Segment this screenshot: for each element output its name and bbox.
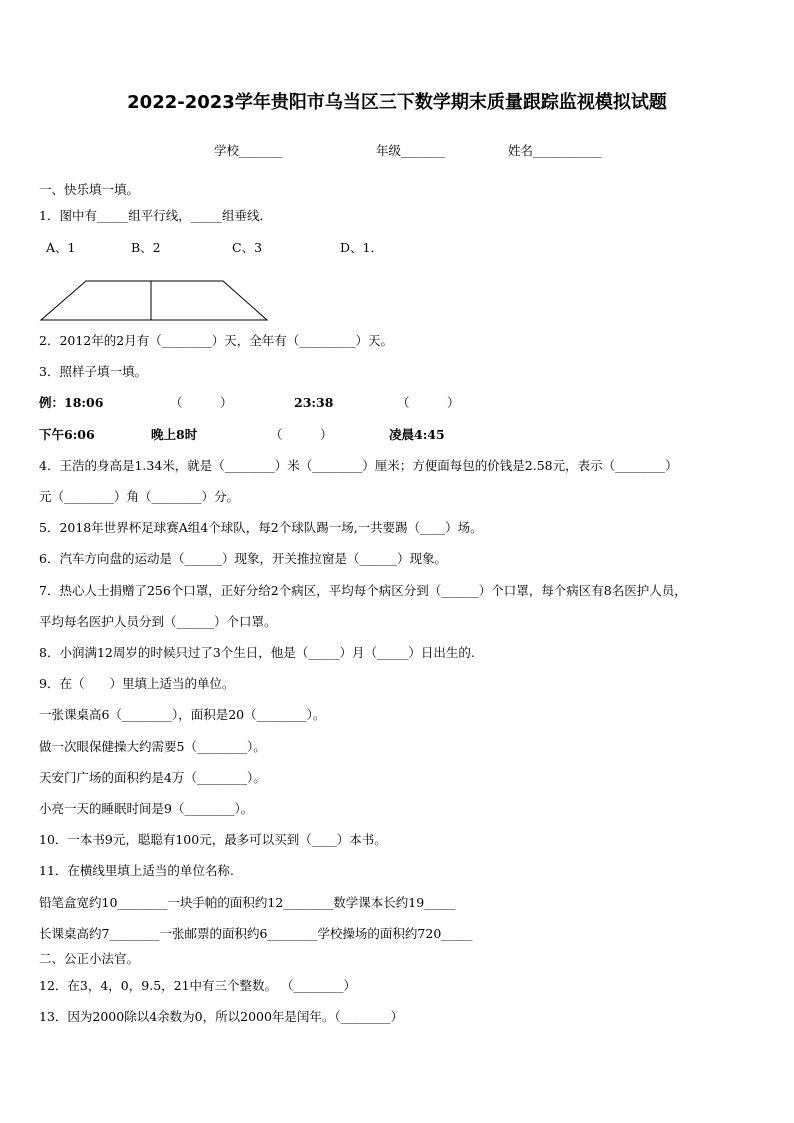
question-8: 8．小润满12周岁的时候只过了3个生日，他是（_____）月（_____）日出生的.	[39, 645, 475, 660]
trapezoid-figure	[38, 278, 270, 324]
q3-example: 例：18:06	[39, 395, 104, 410]
question-12: 12．在3，4，0，9.5，21中有三个整数。 （________）	[39, 978, 357, 993]
question-4-line-1: 4．王浩的身高是1.34米，就是（________）米（________）厘米；方便面每包的价钱是2.58元，表示（________）	[39, 458, 678, 473]
question-1: 1．图中有_____组平行线，_____组垂线．	[39, 208, 272, 223]
q1-option-c: C、3	[232, 240, 263, 255]
q3-afternoon: 下午6:06	[39, 427, 95, 442]
q3-blank-2: （ ）	[397, 395, 460, 410]
q1-option-d: D、1．	[340, 240, 383, 255]
q1-option-b: B、2	[131, 240, 161, 255]
q9-item-3: 天安门广场的面积约是4万（________）。	[39, 770, 266, 785]
q3-blank-3: （ ）	[270, 427, 333, 442]
q9-item-1: 一张课桌高6（________），面积是20（________）。	[39, 707, 326, 722]
q9-item-4: 小亮一天的睡眠时间是9（________）。	[39, 801, 254, 816]
section-2-heading: 二、公正小法官。	[39, 951, 140, 966]
question-7-line-2: 平均每名医护人员分到（______）个口罩。	[39, 614, 277, 629]
question-2: 2．2012年的2月有（________）天，全年有（_________）天。	[39, 333, 393, 348]
question-7-line-1: 7．热心人士捐赠了256个口罩，正好分给2个病区，平均每个病区分到（______）个口罩，每个病区有8名医护人员，	[39, 583, 687, 598]
q1-option-a: A、1	[46, 240, 76, 255]
q3-dawn: 凌晨4:45	[389, 427, 445, 442]
question-9: 9．在（ ）里填上适当的单位。	[39, 676, 235, 691]
question-13: 13．因为2000除以4余数为0，所以2000年是闰年。（________）	[39, 1009, 404, 1024]
question-3: 3．照样子填一填。	[39, 364, 147, 379]
question-10: 10．一本书9元，聪聪有100元，最多可以买到（____）本书。	[39, 832, 387, 847]
grade-field[interactable]: 年级_______	[376, 143, 445, 158]
q3-evening: 晚上8时	[151, 427, 198, 442]
page-title: 2022-2023学年贵阳市乌当区三下数学期末质量跟踪监视模拟试题	[127, 92, 667, 113]
q3-time-2338: 23:38	[294, 395, 334, 410]
question-4-line-2: 元（________）角（________）分。	[39, 489, 240, 504]
q11-line-2: 长课桌高约7________一张邮票的面积约6________学校操场的面积约720_____	[39, 926, 473, 941]
q9-item-2: 做一次眼保健操大约需要5（________）。	[39, 739, 266, 754]
question-11: 11．在横线里填上适当的单位名称.	[39, 863, 234, 878]
name-field[interactable]: 姓名___________	[508, 143, 602, 158]
section-1-heading: 一、快乐填一填。	[39, 182, 140, 197]
q3-blank-1: （ ）	[170, 395, 233, 410]
q11-line-1: 铅笔盒宽约10________一块手帕的面积约12________数学课本长约19_____	[39, 895, 456, 910]
school-field[interactable]: 学校_______	[214, 143, 283, 158]
question-5: 5．2018年世界杯足球赛A组4个球队，每2个球队踢一场,一共要踢（____）场。	[39, 520, 483, 535]
question-6: 6．汽车方向盘的运动是（______）现象，开关推拉窗是（______）现象。	[39, 551, 447, 566]
